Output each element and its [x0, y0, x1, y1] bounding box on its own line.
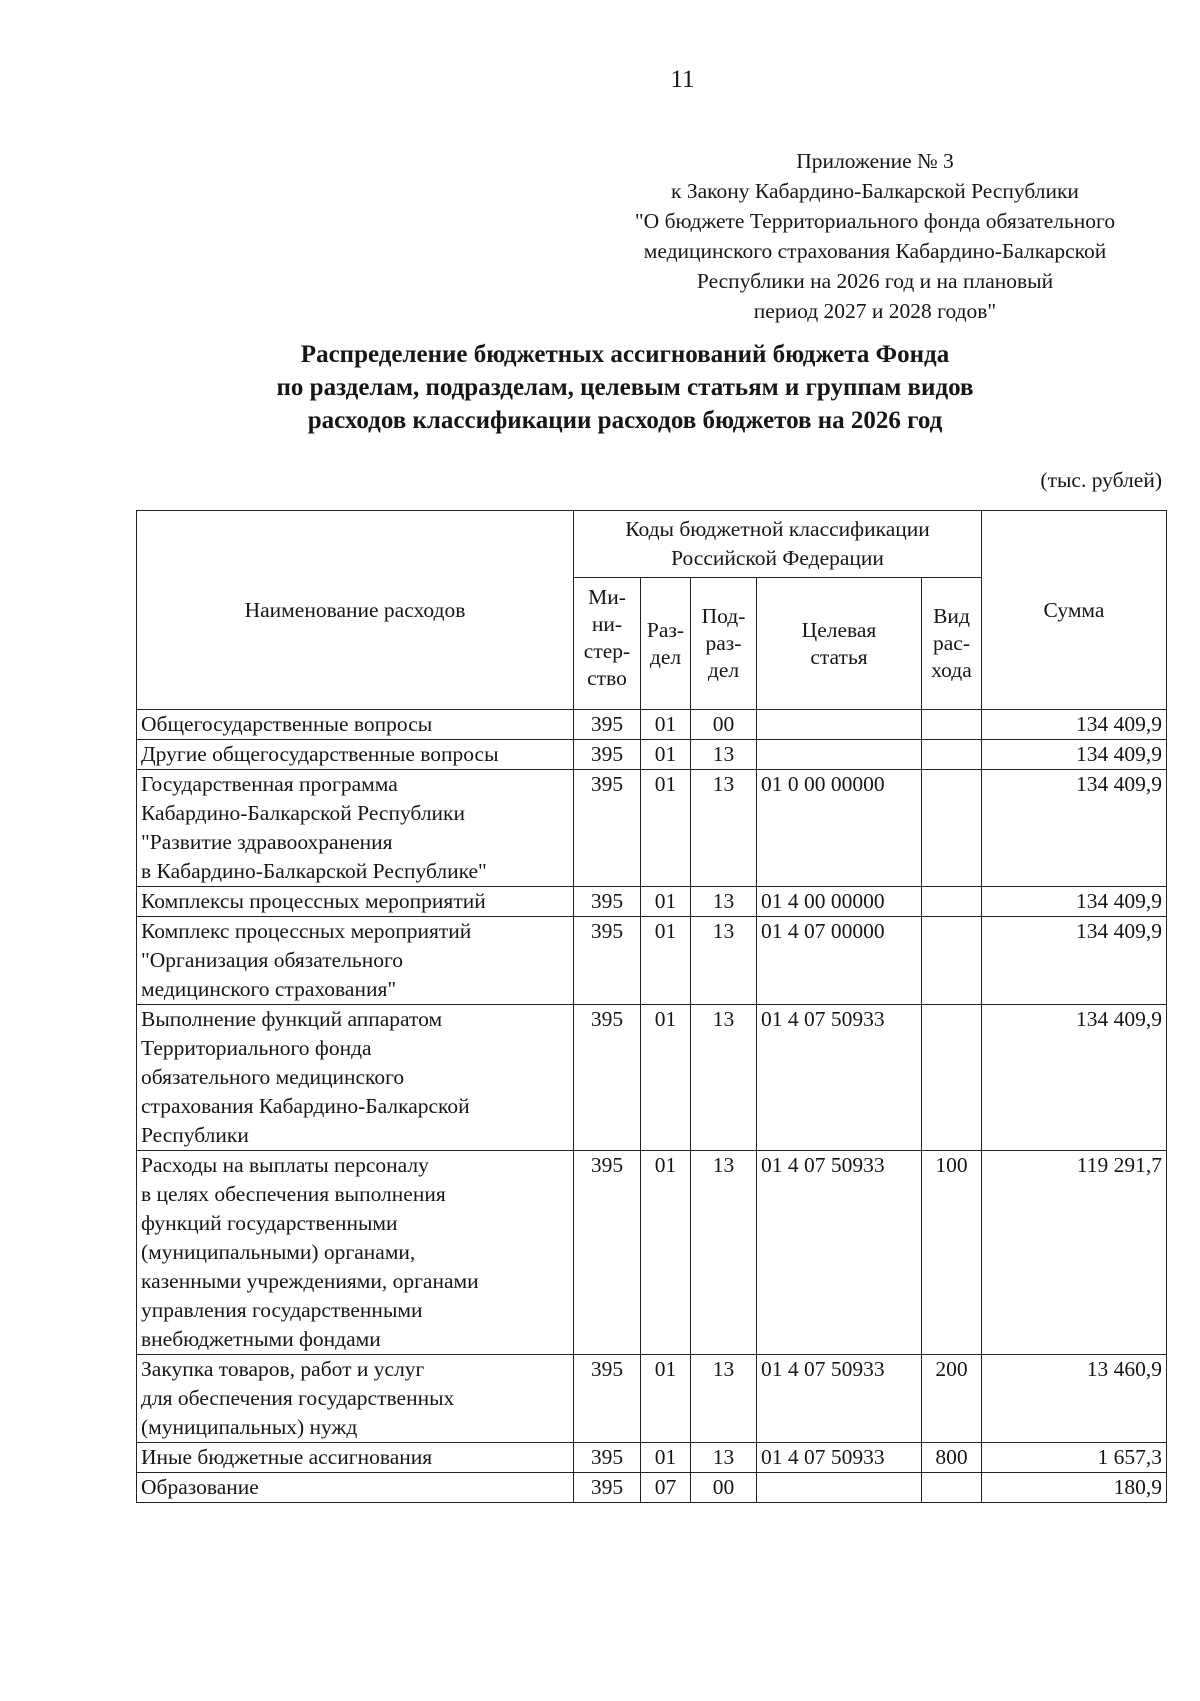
cell-sum: 134 409,9	[982, 917, 1167, 1005]
cell-target: 01 4 07 50933	[757, 1355, 922, 1443]
cell-name: Выполнение функций аппаратом Территориального фонда обязательного медицинского страхования Кабардино-Балкарской Республики	[137, 1005, 574, 1151]
header-codes-group: Коды бюджетной классификации Российской Федерации	[574, 511, 982, 578]
cell-target: 01 4 07 50933	[757, 1005, 922, 1151]
table-row	[137, 1151, 1167, 1355]
cell-type	[922, 1005, 982, 1151]
cell-ministry: 395	[574, 770, 641, 887]
header-name: Наименование расходов	[137, 511, 574, 710]
cell-ministry: 395	[574, 1005, 641, 1151]
cell-ministry: 395	[574, 887, 641, 917]
header-type: Вид рас- хода	[922, 578, 982, 710]
cell-subsection: 13	[691, 1355, 757, 1443]
cell-target	[757, 710, 922, 740]
table-header	[137, 511, 1167, 710]
cell-sum: 134 409,9	[982, 770, 1167, 887]
cell-section: 01	[641, 1151, 691, 1355]
table-row	[137, 710, 1167, 740]
cell-subsection: 13	[691, 770, 757, 887]
cell-type: 200	[922, 1355, 982, 1443]
cell-subsection: 13	[691, 740, 757, 770]
cell-type: 100	[922, 1151, 982, 1355]
cell-target: 01 4 07 00000	[757, 917, 922, 1005]
cell-name: Иные бюджетные ассигнования	[137, 1443, 574, 1473]
cell-subsection: 13	[691, 917, 757, 1005]
cell-subsection: 00	[691, 710, 757, 740]
appendix-line: к Закону Кабардино-Балкарской Республики	[671, 179, 1079, 203]
cell-section: 01	[641, 917, 691, 1005]
cell-name: Образование	[137, 1473, 574, 1503]
cell-type	[922, 917, 982, 1005]
table-row	[137, 1355, 1167, 1443]
table-row	[137, 740, 1167, 770]
title-line: Распределение бюджетных ассигнований бюджета Фонда	[300, 341, 950, 368]
appendix-line: период 2027 и 2028 годов"	[753, 299, 997, 323]
cell-target	[757, 740, 922, 770]
cell-ministry: 395	[574, 1443, 641, 1473]
cell-type	[922, 710, 982, 740]
appendix-line: Республики на 2026 год и на плановый	[696, 269, 1054, 293]
cell-name: Закупка товаров, работ и услуг для обеспечения государственных (муниципальных) нужд	[137, 1355, 574, 1443]
header-sum: Сумма	[982, 511, 1167, 710]
cell-section: 01	[641, 1005, 691, 1151]
cell-section: 01	[641, 887, 691, 917]
cell-ministry: 395	[574, 740, 641, 770]
cell-name: Расходы на выплаты персоналу в целях обеспечения выполнения функций государственными (муниципальными) органами, казенными учреждениями, органами управления государственными внебюджетными фондами	[137, 1151, 574, 1355]
cell-ministry: 395	[574, 917, 641, 1005]
cell-name: Комплекс процессных мероприятий "Организация обязательного медицинского страхования"	[137, 917, 574, 1005]
title-line: по разделам, подразделам, целевым статьям и группам видов	[276, 374, 974, 401]
table-row	[137, 1473, 1167, 1503]
table-row	[137, 887, 1167, 917]
appendix-line: Приложение № 3	[796, 149, 954, 173]
table-row	[137, 770, 1167, 887]
budget-table	[136, 510, 1167, 1503]
table-row	[137, 917, 1167, 1005]
page-number: 11	[670, 66, 695, 93]
cell-sum: 134 409,9	[982, 710, 1167, 740]
cell-target: 01 0 00 00000	[757, 770, 922, 887]
appendix-line: медицинского страхования Кабардино-Балкарской	[643, 239, 1107, 263]
cell-section: 07	[641, 1473, 691, 1503]
table-row	[137, 1005, 1167, 1151]
cell-sum: 134 409,9	[982, 887, 1167, 917]
header-ministry: Ми- ни- стер- ство	[574, 578, 641, 710]
cell-target: 01 4 07 50933	[757, 1151, 922, 1355]
header-target: Целевая статья	[757, 578, 922, 710]
units-label: (тыс. рублей)	[1040, 468, 1162, 492]
cell-section: 01	[641, 770, 691, 887]
cell-target: 01 4 00 00000	[757, 887, 922, 917]
cell-subsection: 13	[691, 887, 757, 917]
cell-target: 01 4 07 50933	[757, 1443, 922, 1473]
cell-sum: 180,9	[982, 1473, 1167, 1503]
cell-name: Государственная программа Кабардино-Балкарской Республики "Развитие здравоохранения в Кабардино-Балкарской Республике"	[137, 770, 574, 887]
cell-ministry: 395	[574, 710, 641, 740]
cell-sum: 134 409,9	[982, 1005, 1167, 1151]
cell-type	[922, 770, 982, 887]
cell-section: 01	[641, 1355, 691, 1443]
cell-type	[922, 1473, 982, 1503]
table-body	[137, 710, 1167, 1503]
title-line: расходов классификации расходов бюджетов на 2026 год	[307, 407, 943, 434]
cell-subsection: 13	[691, 1443, 757, 1473]
cell-subsection: 13	[691, 1151, 757, 1355]
cell-type	[922, 887, 982, 917]
cell-ministry: 395	[574, 1151, 641, 1355]
table-row	[137, 1443, 1167, 1473]
cell-sum: 13 460,9	[982, 1355, 1167, 1443]
cell-name: Общегосударственные вопросы	[137, 710, 574, 740]
document-title	[0, 338, 1200, 437]
cell-sum: 119 291,7	[982, 1151, 1167, 1355]
cell-subsection: 00	[691, 1473, 757, 1503]
cell-ministry: 395	[574, 1355, 641, 1443]
cell-section: 01	[641, 1443, 691, 1473]
cell-sum: 134 409,9	[982, 740, 1167, 770]
cell-target	[757, 1473, 922, 1503]
cell-ministry: 395	[574, 1473, 641, 1503]
header-section: Раз- дел	[641, 578, 691, 710]
cell-name: Другие общегосударственные вопросы	[137, 740, 574, 770]
cell-subsection: 13	[691, 1005, 757, 1151]
cell-name: Комплексы процессных мероприятий	[137, 887, 574, 917]
appendix-note	[560, 146, 1190, 326]
cell-section: 01	[641, 740, 691, 770]
cell-section: 01	[641, 710, 691, 740]
header-subsection: Под- раз- дел	[691, 578, 757, 710]
cell-type: 800	[922, 1443, 982, 1473]
cell-type	[922, 740, 982, 770]
appendix-line: "О бюджете Территориального фонда обязательного	[634, 209, 1116, 233]
cell-sum: 1 657,3	[982, 1443, 1167, 1473]
